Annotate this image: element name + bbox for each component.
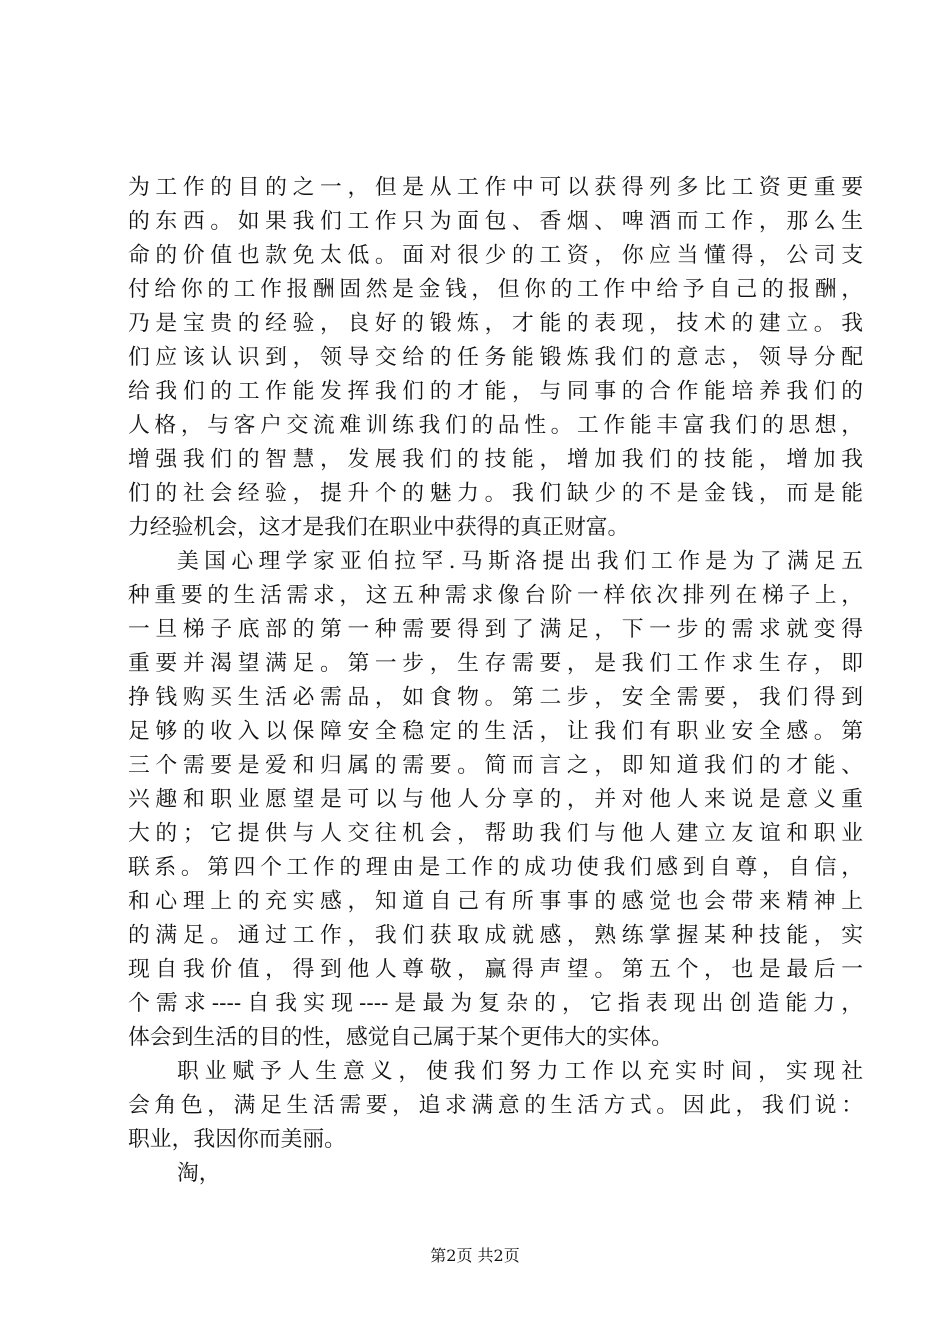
document-body	[128, 171, 863, 1191]
text-line: 个需求----自我实现----是最为复杂的，它指表现出创造能力，	[128, 991, 863, 1016]
text-line: 会角色，满足生活需要，追求满意的生活方式。因此，我们说：	[128, 1093, 863, 1118]
text-line: 乃是宝贵的经验，良好的锻炼，才能的表现，技术的建立。我	[128, 311, 863, 336]
text-line: 现自我价值，得到他人尊敬，赢得声望。第五个，也是最后一	[128, 957, 863, 982]
text-line: 兴趣和职业愿望是可以与他人分享的，并对他人来说是意义重	[128, 787, 863, 812]
text-line: 大的；它提供与人交往机会，帮助我们与他人建立友谊和职业	[128, 821, 863, 846]
text-line: 挣钱购买生活必需品，如食物。第二步，安全需要，我们得到	[128, 685, 863, 710]
text-line: 一旦梯子底部的第一种需要得到了满足，下一步的需求就变得	[128, 617, 863, 642]
text-line: 职业，我因你而美丽。	[128, 1127, 346, 1152]
text-line: 人格，与客户交流难训练我们的品性。工作能丰富我们的思想，	[128, 413, 863, 438]
text-line: 命的价值也款免太低。面对很少的工资，你应当懂得，公司支	[128, 243, 863, 268]
text-line: 为工作的目的之一，但是从工作中可以获得列多比工资更重要	[128, 175, 863, 200]
text-line: 增强我们的智慧，发展我们的技能，增加我们的技能，增加我	[128, 447, 863, 472]
text-line: 们的社会经验，提升个的魅力。我们缺少的不是金钱，而是能	[128, 481, 863, 506]
text-line: 美国心理学家亚伯拉罕.马斯洛提出我们工作是为了满足五	[177, 549, 863, 574]
text-line: 付给你的工作报酬固然是金钱，但你的工作中给予自己的报酬，	[128, 277, 863, 302]
text-line: 重要并渴望满足。第一步，生存需要，是我们工作求生存，即	[128, 651, 863, 676]
text-line: 体会到生活的目的性，感觉自己属于某个更伟大的实体。	[128, 1025, 673, 1050]
text-line: 和心理上的充实感，知道自己有所事事的感觉也会带来精神上	[128, 889, 863, 914]
text-line: 职业赋予人生意义，使我们努力工作以充实时间，实现社	[177, 1059, 863, 1084]
text-line: 联系。第四个工作的理由是工作的成功使我们感到自尊，自信，	[128, 855, 863, 880]
page-footer: 第2页 共2页	[430, 1246, 520, 1265]
text-line: 给我们的工作能发挥我们的才能，与同事的合作能培养我们的	[128, 379, 863, 404]
text-line: 淘，	[177, 1161, 221, 1186]
text-line: 足够的收入以保障安全稳定的生活，让我们有职业安全感。第	[128, 719, 863, 744]
text-line: 们应该认识到，领导交给的任务能锻炼我们的意志，领导分配	[128, 345, 863, 370]
text-line: 种重要的生活需求，这五种需求像台阶一样依次排列在梯子上，	[128, 583, 863, 608]
text-line: 的满足。通过工作，我们获取成就感，熟练掌握某种技能，实	[128, 923, 863, 948]
text-line: 的东西。如果我们工作只为面包、香烟、啤酒而工作，那么生	[128, 209, 863, 234]
text-line: 三个需要是爱和归属的需要。简而言之，即知道我们的才能、	[128, 753, 863, 778]
text-line: 力经验机会，这才是我们在职业中获得的真正财富。	[128, 515, 630, 540]
